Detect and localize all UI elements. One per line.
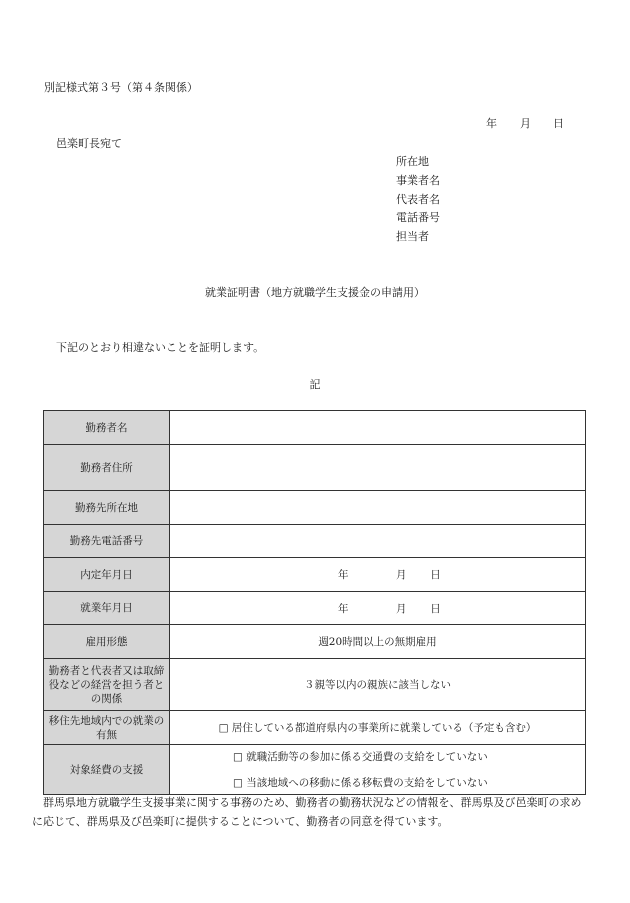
support-transport-checkbox[interactable]: □ 就職活動等の参加に係る交通費の支給をしていない: [233, 750, 488, 763]
addressee: 邑楽町長宛て: [56, 137, 122, 150]
support-label: 対象経費の支援: [44, 745, 170, 795]
form-number: 別記様式第３号（第４条関係）: [44, 81, 198, 94]
date-day: 日: [553, 117, 564, 130]
date-line: [486, 115, 564, 131]
employment-in-area-checkbox[interactable]: □ 居住している都道府県内の事業所に就業している（予定も含む）: [170, 711, 586, 745]
offer-date-label: 内定年月日: [44, 558, 170, 592]
employment-date-month: 月: [396, 602, 407, 615]
worker-address-label: 勤務者住所: [44, 445, 170, 491]
table-row: [44, 711, 586, 745]
offer-date-month: 月: [396, 569, 407, 581]
date-month: 月: [520, 117, 531, 130]
date-year: 年: [486, 117, 497, 130]
sender-contact-person-label: 担当者: [396, 230, 429, 243]
offer-date-field[interactable]: [170, 558, 586, 592]
employment-type-value: 週20時間以上の無期雇用: [170, 625, 586, 659]
relation-label: 勤務者と代表者又は取締役などの経営を担う者との関係: [44, 659, 170, 711]
consent-statement: 群馬県地方就職学生支援事業に関する事務のため、勤務者の勤務状況などの情報を、群馬県及び邑楽町の求めに応じて、群馬県及び邑楽町に提供することについて、勤務者の同意を得ています。: [32, 796, 582, 828]
table-row: [44, 625, 586, 659]
table-row: [44, 592, 586, 625]
employment-type-label: 雇用形態: [44, 625, 170, 659]
table-row: [44, 745, 586, 795]
employment-date-day: 日: [430, 602, 441, 615]
employment-certificate-table: [43, 410, 586, 795]
workplace-address-field[interactable]: [170, 491, 586, 525]
table-row: [44, 411, 586, 445]
offer-date-day: 日: [430, 569, 441, 581]
sender-business-name-label: 事業者名: [396, 174, 440, 187]
ki-heading: 記: [309, 378, 321, 391]
support-relocation-checkbox[interactable]: □ 当該地域への移動に係る移転費の支給をしていない: [233, 776, 488, 789]
document-title: 就業証明書（地方就職学生支援金の申請用）: [205, 286, 425, 299]
workplace-phone-field[interactable]: [170, 525, 586, 558]
employment-date-label: 就業年月日: [44, 592, 170, 625]
worker-name-field[interactable]: [170, 411, 586, 445]
table-row: [44, 445, 586, 491]
support-items: [170, 745, 586, 795]
employment-date-field[interactable]: [170, 592, 586, 625]
sender-location-label: 所在地: [396, 155, 429, 168]
workplace-address-label: 勤務先所在地: [44, 491, 170, 525]
sender-phone-label: 電話番号: [396, 211, 440, 224]
sender-representative-label: 代表者名: [396, 193, 440, 206]
preamble-text: 下記のとおり相違ないことを証明します。: [56, 341, 265, 354]
worker-address-field[interactable]: [170, 445, 586, 491]
table-row: [44, 525, 586, 558]
table-row: [44, 558, 586, 592]
workplace-phone-label: 勤務先電話番号: [44, 525, 170, 558]
table-row: [44, 659, 586, 711]
offer-date-year: 年: [338, 569, 349, 581]
employment-date-year: 年: [338, 602, 349, 615]
worker-name-label: 勤務者名: [44, 411, 170, 445]
relation-value: ３親等以内の親族に該当しない: [170, 659, 586, 711]
employment-in-area-label: 移住先地域内での就業の有無: [44, 711, 170, 745]
table-row: [44, 491, 586, 525]
